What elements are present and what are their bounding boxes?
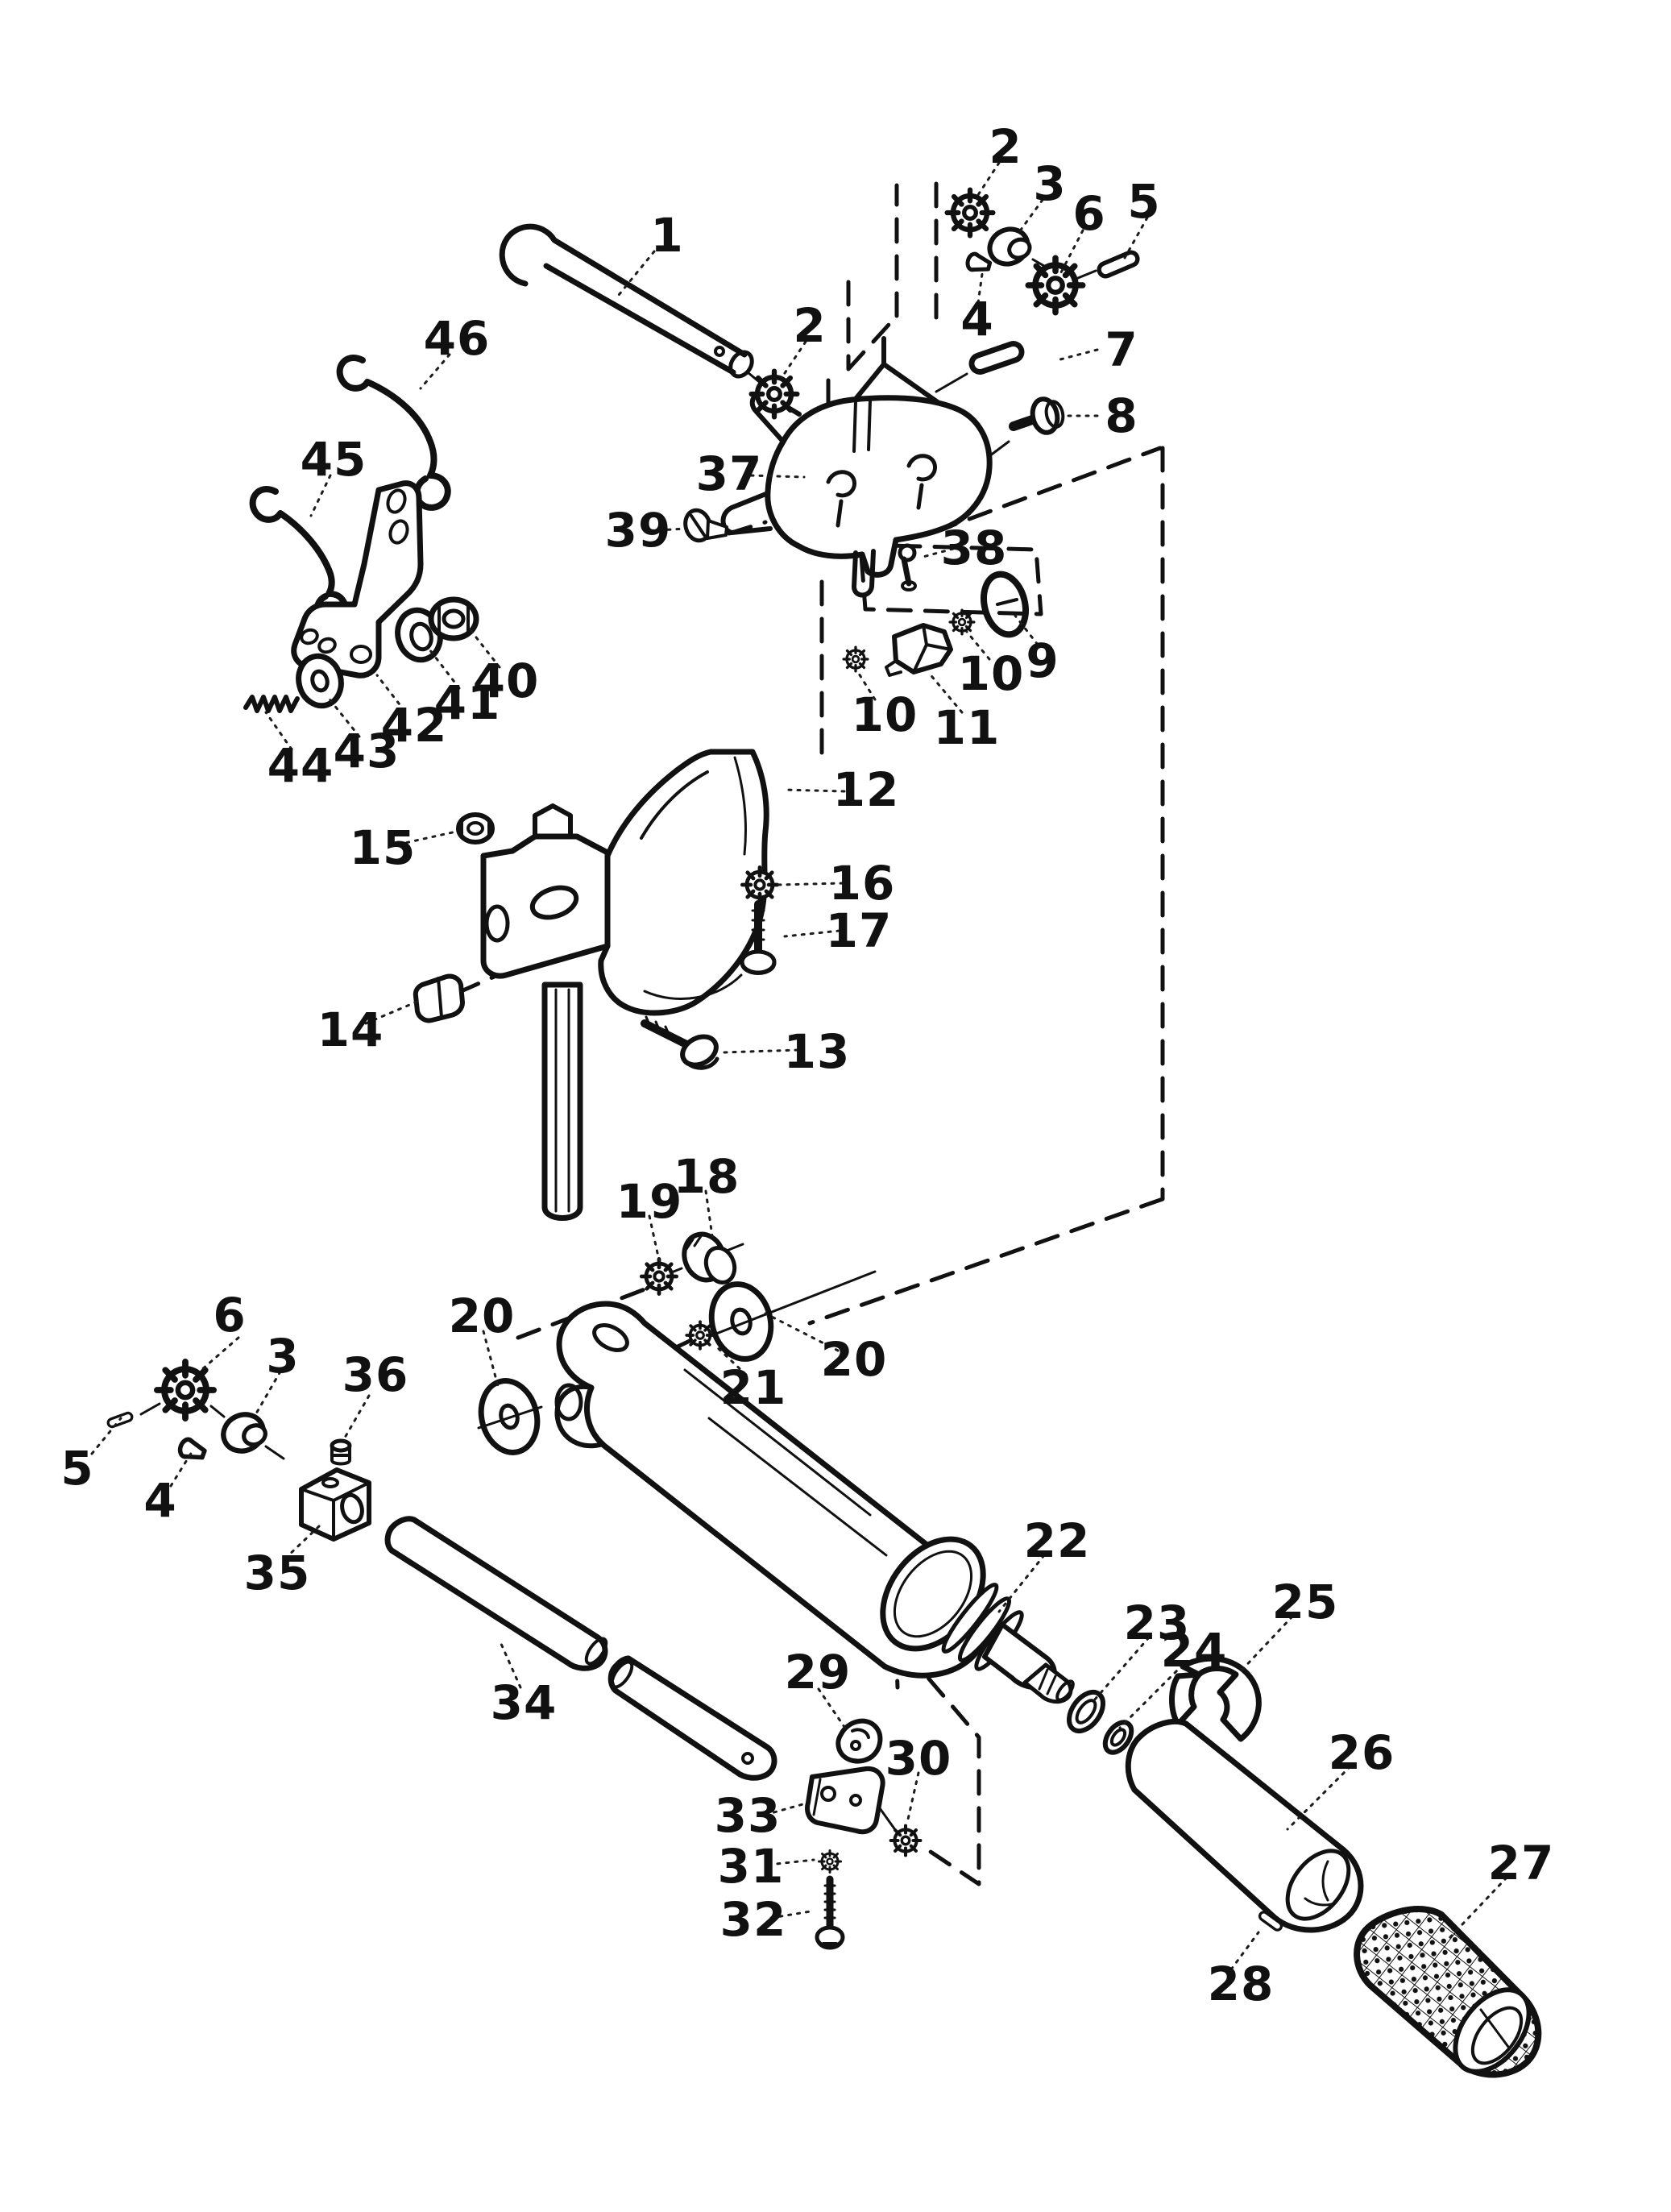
callout-26-47: 26 (1328, 1725, 1395, 1780)
callout-25-43: 25 (1271, 1575, 1339, 1629)
callout-6-3: 6 (1072, 186, 1106, 241)
callout-11-17: 11 (933, 700, 1001, 755)
callout-45-10: 45 (300, 432, 367, 487)
callout-30-46: 30 (885, 1731, 952, 1786)
callout-10-15: 10 (957, 646, 1025, 701)
callout-8-7: 8 (1105, 388, 1138, 443)
leader-line-6 (201, 1338, 238, 1370)
callout-2-1: 2 (989, 119, 1022, 174)
callout-3-35: 3 (266, 1329, 300, 1384)
callout-14-27: 14 (317, 1002, 384, 1057)
leader-line-1 (619, 251, 654, 295)
callout-28-49: 28 (1207, 1957, 1275, 2011)
callout-1-0: 1 (650, 208, 684, 263)
callout-7-6: 7 (1105, 322, 1138, 377)
callout-10-16: 10 (851, 687, 918, 742)
callout-23-41: 23 (1123, 1596, 1191, 1650)
callout-32-52: 32 (719, 1892, 787, 1947)
leader-line-7 (1060, 350, 1097, 359)
callout-42-20: 42 (380, 698, 448, 753)
callout-6-34: 6 (213, 1288, 247, 1343)
callout-13-28: 13 (783, 1024, 851, 1079)
callout-24-42: 24 (1160, 1623, 1228, 1678)
callout-43-21: 43 (333, 724, 400, 778)
callout-44-22: 44 (267, 738, 334, 793)
callout-4-38: 4 (143, 1473, 177, 1528)
callout-20-31: 20 (448, 1289, 516, 1343)
callout-18-29: 18 (673, 1149, 740, 1204)
callout-5-4: 5 (1127, 174, 1161, 229)
callout-21-33: 21 (719, 1360, 787, 1415)
callout-3-2: 3 (1033, 156, 1067, 211)
callout-37-11: 37 (695, 446, 763, 501)
callout-20-32: 20 (820, 1332, 888, 1387)
callout-15-24: 15 (349, 820, 417, 875)
callout-17-26: 17 (825, 903, 893, 958)
callout-36-36: 36 (342, 1347, 409, 1402)
callout-41-19: 41 (433, 675, 501, 730)
callout-39-12: 39 (604, 503, 672, 558)
callout-27-48: 27 (1487, 1836, 1555, 1890)
callout-9-14: 9 (1026, 633, 1059, 688)
callout-2-8: 2 (793, 298, 827, 353)
callout-4-5: 4 (960, 292, 994, 347)
callout-35-39: 35 (243, 1546, 311, 1600)
callout-31-51: 31 (717, 1839, 785, 1894)
callout-40-18: 40 (472, 654, 540, 708)
callout-29-45: 29 (784, 1645, 852, 1699)
callout-38-13: 38 (940, 521, 1008, 575)
callout-12-23: 12 (832, 762, 900, 817)
callout-33-50: 33 (714, 1788, 782, 1843)
callout-19-30: 19 (616, 1174, 683, 1229)
leader-line-5 (92, 1418, 121, 1454)
callout-16-25: 16 (828, 856, 896, 911)
callout-22-40: 22 (1023, 1513, 1091, 1568)
callout-34-44: 34 (490, 1675, 558, 1730)
callout-5-37: 5 (60, 1441, 94, 1496)
callout-46-9: 46 (423, 311, 491, 366)
